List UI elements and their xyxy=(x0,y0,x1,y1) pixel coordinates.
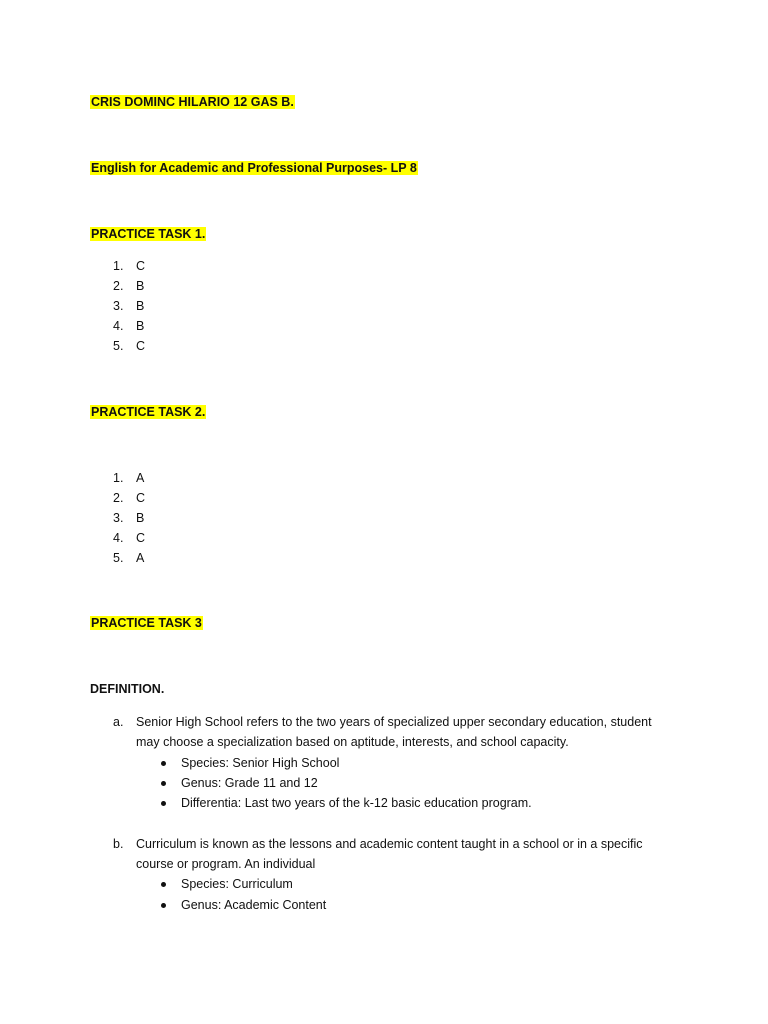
definition-letter: b. xyxy=(113,837,124,851)
list-item-number: 1. xyxy=(113,471,124,485)
list-item-number: 3. xyxy=(113,299,124,313)
task2-title-highlight: PRACTICE TASK 2. xyxy=(91,405,206,419)
list-item-answer: C xyxy=(136,531,146,545)
definition-letter: a. xyxy=(113,715,124,729)
list-item-answer: A xyxy=(136,471,145,485)
list-item-number: 1. xyxy=(113,259,124,273)
bullet-icon xyxy=(161,801,166,806)
task1-title-highlight: PRACTICE TASK 1. xyxy=(91,227,206,241)
list-item-answer: C xyxy=(136,339,146,353)
bullet-icon xyxy=(161,781,166,786)
bullet-text: Species: Senior High School xyxy=(181,756,340,770)
task1-title xyxy=(90,226,206,242)
list-item-answer: A xyxy=(136,551,145,565)
bullet-icon xyxy=(161,882,166,887)
task3-title-highlight: PRACTICE TASK 3 xyxy=(91,616,202,630)
subject-line xyxy=(90,160,418,176)
list-item-number: 3. xyxy=(113,511,124,525)
bullet-text: Genus: Grade 11 and 12 xyxy=(181,776,318,790)
list-item-number: 4. xyxy=(113,531,124,545)
subject-highlight: English for Academic and Professional Purposes- LP 8 xyxy=(91,161,417,175)
list-item-answer: B xyxy=(136,511,145,525)
task2-title xyxy=(90,404,206,420)
bullet-text: Genus: Academic Content xyxy=(181,898,327,912)
bullet-icon xyxy=(161,903,166,908)
list-item-answer: B xyxy=(136,279,145,293)
name-line xyxy=(90,94,295,110)
list-item-number: 2. xyxy=(113,279,124,293)
definition-text: Senior High School refers to the two years of specialized upper secondary education, student xyxy=(136,715,652,729)
list-item-number: 5. xyxy=(113,339,124,353)
list-item-answer: B xyxy=(136,299,145,313)
bullet-icon xyxy=(161,761,166,766)
task3-title xyxy=(90,615,203,631)
list-item-answer: C xyxy=(136,259,146,273)
bullet-text: Differentia: Last two years of the k-12 basic education program. xyxy=(181,796,532,810)
definition-heading: DEFINITION. xyxy=(90,682,165,696)
list-item-number: 4. xyxy=(113,319,124,333)
definition-text: Curriculum is known as the lessons and academic content taught in a school or in a specific xyxy=(136,837,643,851)
list-item-answer: C xyxy=(136,491,146,505)
list-item-answer: B xyxy=(136,319,145,333)
name-highlight: CRIS DOMINC HILARIO 12 GAS B. xyxy=(91,95,294,109)
list-item-number: 2. xyxy=(113,491,124,505)
definition-text: may choose a specialization based on aptitude, interests, and school capacity. xyxy=(136,735,569,749)
definition-text: course or program. An individual xyxy=(136,857,316,871)
list-item-number: 5. xyxy=(113,551,124,565)
bullet-text: Species: Curriculum xyxy=(181,877,293,891)
